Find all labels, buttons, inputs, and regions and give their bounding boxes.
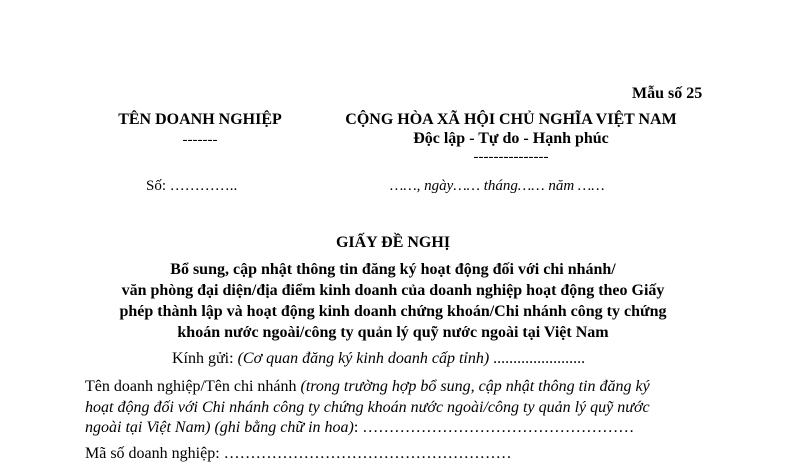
subtitle-line: văn phòng đại diện/địa điểm kinh doanh của doanh nghiệp hoạt động theo Giấy bbox=[121, 282, 665, 299]
tax-code-label: Mã số doanh nghiệp: bbox=[85, 445, 224, 462]
company-name-label: Tên doanh nghiệp/Tên chi nhánh bbox=[85, 378, 301, 395]
tax-code-dots: ……………………………………………… bbox=[223, 445, 512, 462]
national-title: CỘNG HÒA XÃ HỘI CHỦ NGHĨA VIỆT NAM bbox=[345, 111, 677, 128]
recipient-dots: ....................... bbox=[489, 350, 586, 367]
tax-code-field bbox=[85, 445, 512, 463]
company-dashes: ------- bbox=[182, 132, 218, 148]
document-title: GIẤY ĐỀ NGHỊ bbox=[335, 234, 451, 251]
company-name-line-3 bbox=[85, 419, 634, 437]
company-name-note: (trong trường hợp bổ sung, cập nhật thông tin đăng ký bbox=[300, 378, 650, 395]
recipient-label: Kính gửi: bbox=[172, 350, 238, 367]
document-number: Số: ………….. bbox=[146, 178, 238, 194]
company-name-label: TÊN DOANH NGHIỆP bbox=[118, 111, 282, 128]
recipient-value: (Cơ quan đăng ký kinh doanh cấp tỉnh) bbox=[237, 350, 490, 367]
subtitle-line: Bổ sung, cập nhật thông tin đăng ký hoạt động đối với chi nhánh/ bbox=[170, 261, 616, 278]
date-line: ……, ngày…… tháng…… năm …… bbox=[390, 178, 605, 194]
company-name-note: ngoài tại Việt Nam) (ghi bằng chữ in hoa) bbox=[85, 419, 354, 436]
subtitle-line: khoán nước ngoài/công ty quản lý quỹ nước ngoài tại Việt Nam bbox=[177, 324, 609, 341]
recipient-line bbox=[172, 350, 585, 368]
motto-dashes: --------------- bbox=[473, 149, 549, 165]
subtitle-line: phép thành lập và hoạt động kinh doanh chứng khoán/Chi nhánh công ty chứng bbox=[119, 303, 667, 320]
national-motto: Độc lập - Tự do - Hạnh phúc bbox=[413, 130, 609, 147]
company-name-line-2: hoạt động đối với Chi nhánh công ty chứng khoán nước ngoài/công ty quản lý quỹ nước bbox=[85, 399, 650, 416]
company-name-line-1 bbox=[85, 378, 650, 396]
form-number: Mẫu số 25 bbox=[632, 85, 703, 102]
company-name-dots: : …………………………………………… bbox=[353, 419, 635, 436]
